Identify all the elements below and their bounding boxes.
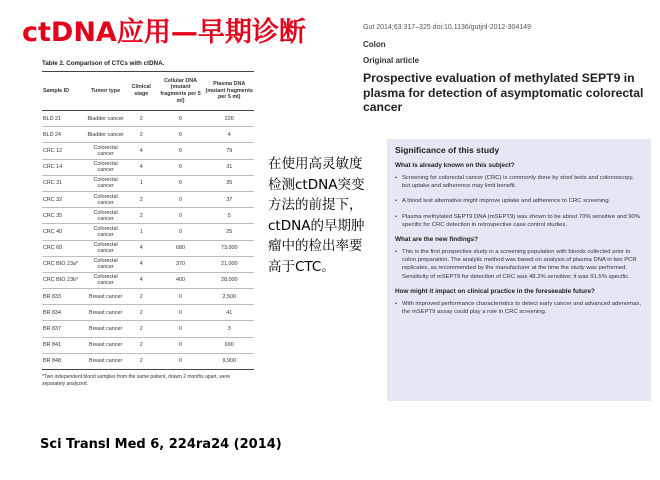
cell-clinical-stage: 4	[126, 143, 157, 159]
cell-tumor-type: Colorectal cancer	[85, 240, 125, 256]
cell-plasma-dna: 4	[204, 127, 254, 143]
chinese-note	[268, 154, 388, 277]
cell-sample-id: CRC 12	[42, 143, 85, 159]
cell-sample-id: CRC 32	[42, 191, 85, 207]
table-row	[42, 127, 254, 143]
cell-tumor-type: Colorectal cancer	[85, 208, 125, 224]
cell-sample-id: CRC BIO 23b*	[42, 272, 85, 288]
cell-cellular-dna: 0	[157, 305, 205, 321]
cell-plasma-dna: 226	[204, 111, 254, 127]
cell-tumor-type: Colorectal cancer	[85, 256, 125, 272]
significance-question: What is already known on this subject?	[395, 162, 515, 169]
cell-cellular-dna: 0	[157, 337, 205, 353]
cell-plasma-dna: 3	[204, 321, 254, 337]
table-row	[42, 337, 254, 353]
table-row	[42, 224, 254, 240]
cell-clinical-stage: 2	[126, 353, 157, 369]
table-caption: Table 2. Comparison of CTCs with ctDNA.	[42, 60, 165, 67]
note-line: 检测ctDNA突变	[268, 176, 365, 193]
cell-clinical-stage: 2	[126, 191, 157, 207]
note-line: 高于CTC。	[268, 258, 335, 275]
cell-clinical-stage: 2	[126, 289, 157, 305]
cell-plasma-dna: 79	[204, 143, 254, 159]
cell-cellular-dna: 0	[157, 321, 205, 337]
cell-cellular-dna: 0	[157, 208, 205, 224]
cell-plasma-dna: 5	[204, 208, 254, 224]
cell-sample-id: BR 834	[42, 305, 85, 321]
bullet-text: A blood test alternative might improve uptake and adherence to CRC screening.	[402, 198, 611, 205]
cell-tumor-type: Breast cancer	[85, 353, 125, 369]
citation: Sci Transl Med 6, 224ra24 (2014)	[40, 437, 282, 452]
note-line: 在使用高灵敏度	[268, 156, 363, 172]
cell-clinical-stage: 1	[126, 224, 157, 240]
journal-reference: Gut 2014;63:317–325 doi:10.1136/gutjnl-2012-304149	[363, 24, 532, 31]
cell-tumor-type: Breast cancer	[85, 321, 125, 337]
cell-clinical-stage: 2	[126, 337, 157, 353]
cell-clinical-stage: 2	[126, 208, 157, 224]
cell-plasma-dna: 31	[204, 159, 254, 175]
cell-clinical-stage: 1	[126, 175, 157, 191]
cell-cellular-dna: 370	[157, 256, 205, 272]
cell-sample-id: CRC BIO 23a*	[42, 256, 85, 272]
cell-clinical-stage: 2	[126, 305, 157, 321]
cell-sample-id: CRC 14	[42, 159, 85, 175]
cell-clinical-stage: 2	[126, 111, 157, 127]
cell-plasma-dna: 2,500	[204, 289, 254, 305]
table-row	[42, 289, 254, 305]
cell-cellular-dna: 680	[157, 240, 205, 256]
article-title: Prospective evaluation of methylated SEPT9 in plasma for detection of asymptomatic colorectal cancer	[363, 71, 644, 114]
cell-clinical-stage: 4	[126, 240, 157, 256]
cell-plasma-dna: 25	[204, 224, 254, 240]
cell-tumor-type: Colorectal cancer	[85, 175, 125, 191]
cell-clinical-stage: 2	[126, 127, 157, 143]
cell-cellular-dna: 0	[157, 353, 205, 369]
ctc-ctdna-table-section	[42, 60, 254, 387]
significance-title: Significance of this study	[395, 145, 500, 155]
significance-bullet: • A blood test alternative might improve uptake and adherence to CRC screening.	[395, 198, 611, 205]
cell-plasma-dna: 9,900	[204, 353, 254, 369]
significance-bullet: • This is the first prospective study in a screening population with bloods collected prior to colon preparation. The analytic method was based on analysis of plasma DNA in two PCR replicates, as recommended by the manufacturer at the time the study was performed. Sensitivity of mSEPT9 for detection of CRC was 48.2% sensitive; it was 91.5% specific.	[395, 249, 637, 280]
cell-sample-id: BR 848	[42, 353, 85, 369]
cell-tumor-type: Breast cancer	[85, 305, 125, 321]
cell-plasma-dna: 21,000	[204, 256, 254, 272]
cell-clinical-stage: 4	[126, 272, 157, 288]
slide-title: ctDNA应用—早期诊断	[22, 17, 306, 48]
cell-sample-id: CRC 35	[42, 208, 85, 224]
header-cellular-dna: Cellular DNA (mutant fragments per 5 ml)	[157, 72, 205, 111]
cell-sample-id: BLD 21	[42, 111, 85, 127]
significance-box	[387, 139, 651, 401]
header-plasma-dna: Plasma DNA (mutant fragments per 5 ml)	[204, 72, 254, 111]
cell-cellular-dna: 400	[157, 272, 205, 288]
table-row	[42, 353, 254, 369]
note-line: 瘤中的检出率要	[268, 238, 363, 254]
table-row	[42, 191, 254, 207]
cell-cellular-dna: 0	[157, 289, 205, 305]
cell-tumor-type: Colorectal cancer	[85, 224, 125, 240]
cell-sample-id: CRC 31	[42, 175, 85, 191]
bullet-text: This is the first prospective study in a screening population with bloods collected prior to colon preparation. The analytic method was based on analysis of plasma DNA in two PCR replicates, as recommended by the manufacturer at the time the study was performed. Sensitivity of mSEPT9 for detection of CRC was 48.2% sensitive; it was 91.5% specific.	[402, 249, 637, 280]
significance-bullet: • Plasma methylated SEPT9 DNA (mSEPT9) was shown to be about 70% sensitive and 90% specific for CRC detection in retrospective case control studies.	[395, 213, 641, 228]
cell-sample-id: BR 833	[42, 289, 85, 305]
cell-sample-id: CRC 40	[42, 224, 85, 240]
bullet-text: Plasma methylated SEPT9 DNA (mSEPT9) was shown to be about 70% sensitive and 90% specific for CRC detection in retrospective case control studies.	[402, 213, 641, 228]
cell-plasma-dna: 35	[204, 175, 254, 191]
cell-tumor-type: Bladder cancer	[85, 127, 125, 143]
cell-cellular-dna: 0	[157, 127, 205, 143]
cell-sample-id: BLD 24	[42, 127, 85, 143]
table-row	[42, 256, 254, 272]
cell-tumor-type: Colorectal cancer	[85, 159, 125, 175]
cell-cellular-dna: 0	[157, 111, 205, 127]
header-sample-id: Sample ID	[42, 72, 85, 111]
cell-sample-id: BR 837	[42, 321, 85, 337]
cell-tumor-type: Colorectal cancer	[85, 143, 125, 159]
note-line: 方法的前提下，	[268, 197, 363, 213]
table-row	[42, 272, 254, 288]
cell-clinical-stage: 4	[126, 256, 157, 272]
cell-cellular-dna: 0	[157, 224, 205, 240]
cell-tumor-type: Colorectal cancer	[85, 272, 125, 288]
table-row	[42, 321, 254, 337]
cell-tumor-type: Colorectal cancer	[85, 191, 125, 207]
cell-plasma-dna: 37	[204, 191, 254, 207]
cell-clinical-stage: 2	[126, 321, 157, 337]
ctc-ctdna-table	[42, 71, 254, 370]
cell-tumor-type: Bladder cancer	[85, 111, 125, 127]
cell-plasma-dna: 73,000	[204, 240, 254, 256]
table-row	[42, 208, 254, 224]
significance-bullet: • With improved performance characteristics to detect early cancer and advanced adenomas, the mSEPT9 assay could play a role in CRC screening.	[395, 300, 642, 316]
cell-cellular-dna: 0	[157, 191, 205, 207]
cell-cellular-dna: 0	[157, 143, 205, 159]
cell-plasma-dna: 41	[204, 305, 254, 321]
cell-sample-id: BR 841	[42, 337, 85, 353]
cell-plasma-dna: 28,000	[204, 272, 254, 288]
cell-cellular-dna: 0	[157, 175, 205, 191]
table-footnote: *Two independent blood samples from the same patient, drawn 2 months apart, were separately analyzed.	[42, 374, 231, 387]
cell-clinical-stage: 4	[126, 159, 157, 175]
bullet-text: Screening for colorectal cancer (CRC) is commonly done by stool tests and colonoscopy, but uptake and adherence may limit benefit.	[402, 175, 634, 190]
table-row	[42, 175, 254, 191]
cell-sample-id: CRC 60	[42, 240, 85, 256]
header-tumor-type: Tumor type	[85, 72, 125, 111]
table-row	[42, 111, 254, 127]
significance-bullet: • Screening for colorectal cancer (CRC) is commonly done by stool tests and colonoscopy, but uptake and adherence may limit benefit.	[395, 175, 634, 190]
cell-tumor-type: Breast cancer	[85, 289, 125, 305]
significance-question: What are the new findings?	[395, 236, 479, 244]
journal-section: Colon	[363, 40, 386, 49]
table-row	[42, 159, 254, 175]
note-line: ctDNA的早期肿	[268, 217, 365, 234]
significance-question: How might it impact on clinical practice in the foreseeable future?	[395, 287, 595, 295]
header-clinical-stage: Clinical stage	[126, 72, 157, 111]
table-row	[42, 143, 254, 159]
table-row	[42, 240, 254, 256]
table-header-row	[42, 72, 254, 111]
bullet-text: With improved performance characteristics to detect early cancer and advanced adenomas, the mSEPT9 assay could play a role in CRC screening.	[402, 300, 642, 316]
table-row	[42, 305, 254, 321]
cell-plasma-dna: 690	[204, 337, 254, 353]
article-type: Original article	[363, 56, 420, 65]
cell-cellular-dna: 0	[157, 159, 205, 175]
cell-tumor-type: Breast cancer	[85, 337, 125, 353]
